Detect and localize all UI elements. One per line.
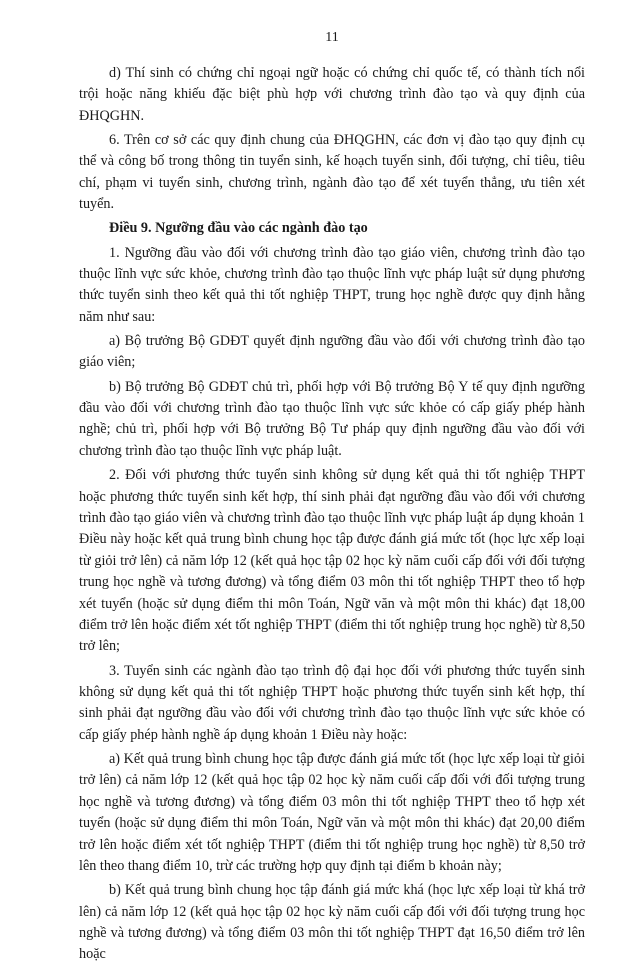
paragraph-3a-good-rating: a) Kết quả trung bình chung học tập được đánh giá mức tốt (học lực xếp loại từ giỏi trở lên) cả năm lớp 12 (kết quả học tập 02 học kỳ năm cuối cấp đối với đối tượng trung học nghề và tương đương) và tổng điểm 03 môn thi tốt nghiệp THPT theo tổ hợp xét tuyển (hoặc sử dụng điểm thi môn Toán, Ngữ văn và một môn thi khác) đạt 20,00 điểm trở lên hoặc điểm xét tốt nghiệp THPT (điểm thi tốt nghiệp trung học nghề) từ 8,50 trở lên theo thang điểm 10, trừ các trường hợp quy định tại điểm b khoản này; — [79, 750, 585, 874]
paragraph-d-certificates: d) Thí sinh có chứng chỉ ngoại ngữ hoặc có chứng chỉ quốc tế, có thành tích nổi trội hoặc năng khiếu đặc biệt phù hợp với chương trình đào tạo và quy định của ĐHQGHN. — [79, 65, 585, 124]
paragraph-3b-fair-rating: b) Kết quả trung bình chung học tập đánh giá mức khá (học lực xếp loại từ khá trở lên) cả năm lớp 12 (kết quả học tập 02 học kỳ năm cuối cấp đối với đối tượng trung học nghề và tương đương) và tổng điểm 03 môn thi tốt nghiệp THPT đạt 16,50 điểm trở lên hoặc — [79, 882, 585, 963]
page-number: 11 — [325, 30, 339, 45]
paragraph-3-health-programs: 3. Tuyển sinh các ngành đào tạo trình độ đại học đối với phương thức tuyển sinh không sử dụng kết quả thi tốt nghiệp THPT hoặc phương thức tuyển sinh kết hợp, thí sinh phải đạt ngưỡng đầu vào đối với chương trình đào tạo thuộc lĩnh vực sức khỏe có cấp giấy phép hành nghề áp dụng khoản 1 Điều này hoặc: — [79, 662, 585, 743]
paragraph-2-non-exam-method: 2. Đối với phương thức tuyển sinh không sử dụng kết quả thi tốt nghiệp THPT hoặc phương thức tuyển sinh kết hợp, thí sinh phải đạt ngưỡng đầu vào đối với chương trình đào tạo giáo viên và chương trình đào tạo thuộc lĩnh vực pháp luật áp dụng khoản 1 Điều này hoặc kết quả trung bình chung học tập được đánh giá mức tốt (học lực xếp loại từ giỏi trở lên) cả năm lớp 12 (kết quả học tập 02 học kỳ năm cuối cấp đối với đối tượng trung học nghề và tương đương) và tổng điểm 03 môn thi tốt nghiệp THPT theo tổ hợp xét tuyển (hoặc sử dụng điểm thi môn Toán, Ngữ văn và một môn thi khác) đạt 18,00 điểm trở lên hoặc điểm xét tốt nghiệp THPT (điểm thi tốt nghiệp trung học nghề) từ 8,50 trở lên; — [79, 467, 585, 655]
paragraph-1b-health-law: b) Bộ trưởng Bộ GDĐT chủ trì, phối hợp với Bộ trưởng Bộ Y tế quy định ngưỡng đầu vào đối với chương trình đào tạo thuộc lĩnh vực sức khỏe có cấp giấy phép hành nghề; chủ trì, phối hợp với Bộ trưởng Bộ Tư pháp quy định ngưỡng đầu vào đối với chương trình đào tạo thuộc lĩnh vực pháp luật. — [79, 378, 585, 459]
paragraph-1a-teacher-training: a) Bộ trưởng Bộ GDĐT quyết định ngưỡng đầu vào đối với chương trình đào tạo giáo viên; — [79, 333, 585, 371]
paragraph-6-unit-regulations: 6. Trên cơ sở các quy định chung của ĐHQGHN, các đơn vị đào tạo quy định cụ thể và công bố trong thông tin tuyển sinh, kế hoạch tuyển sinh, đối tượng, chỉ tiêu, tiêu chí, phạm vi tuyển sinh, chương trình, ngành đào tạo để xét tuyển thẳng, ưu tiên xét tuyển. — [79, 132, 585, 213]
paragraph-1-threshold: 1. Ngưỡng đầu vào đối với chương trình đào tạo giáo viên, chương trình đào tạo thuộc lĩnh vực sức khỏe, chương trình đào tạo thuộc lĩnh vực pháp luật sử dụng phương thức tuyển sinh theo kết quả thi tốt nghiệp THPT, trung học nghề được quy định hằng năm như sau: — [79, 244, 585, 325]
article-9-heading: Điều 9. Ngưỡng đầu vào các ngành đào tạo — [109, 220, 368, 237]
